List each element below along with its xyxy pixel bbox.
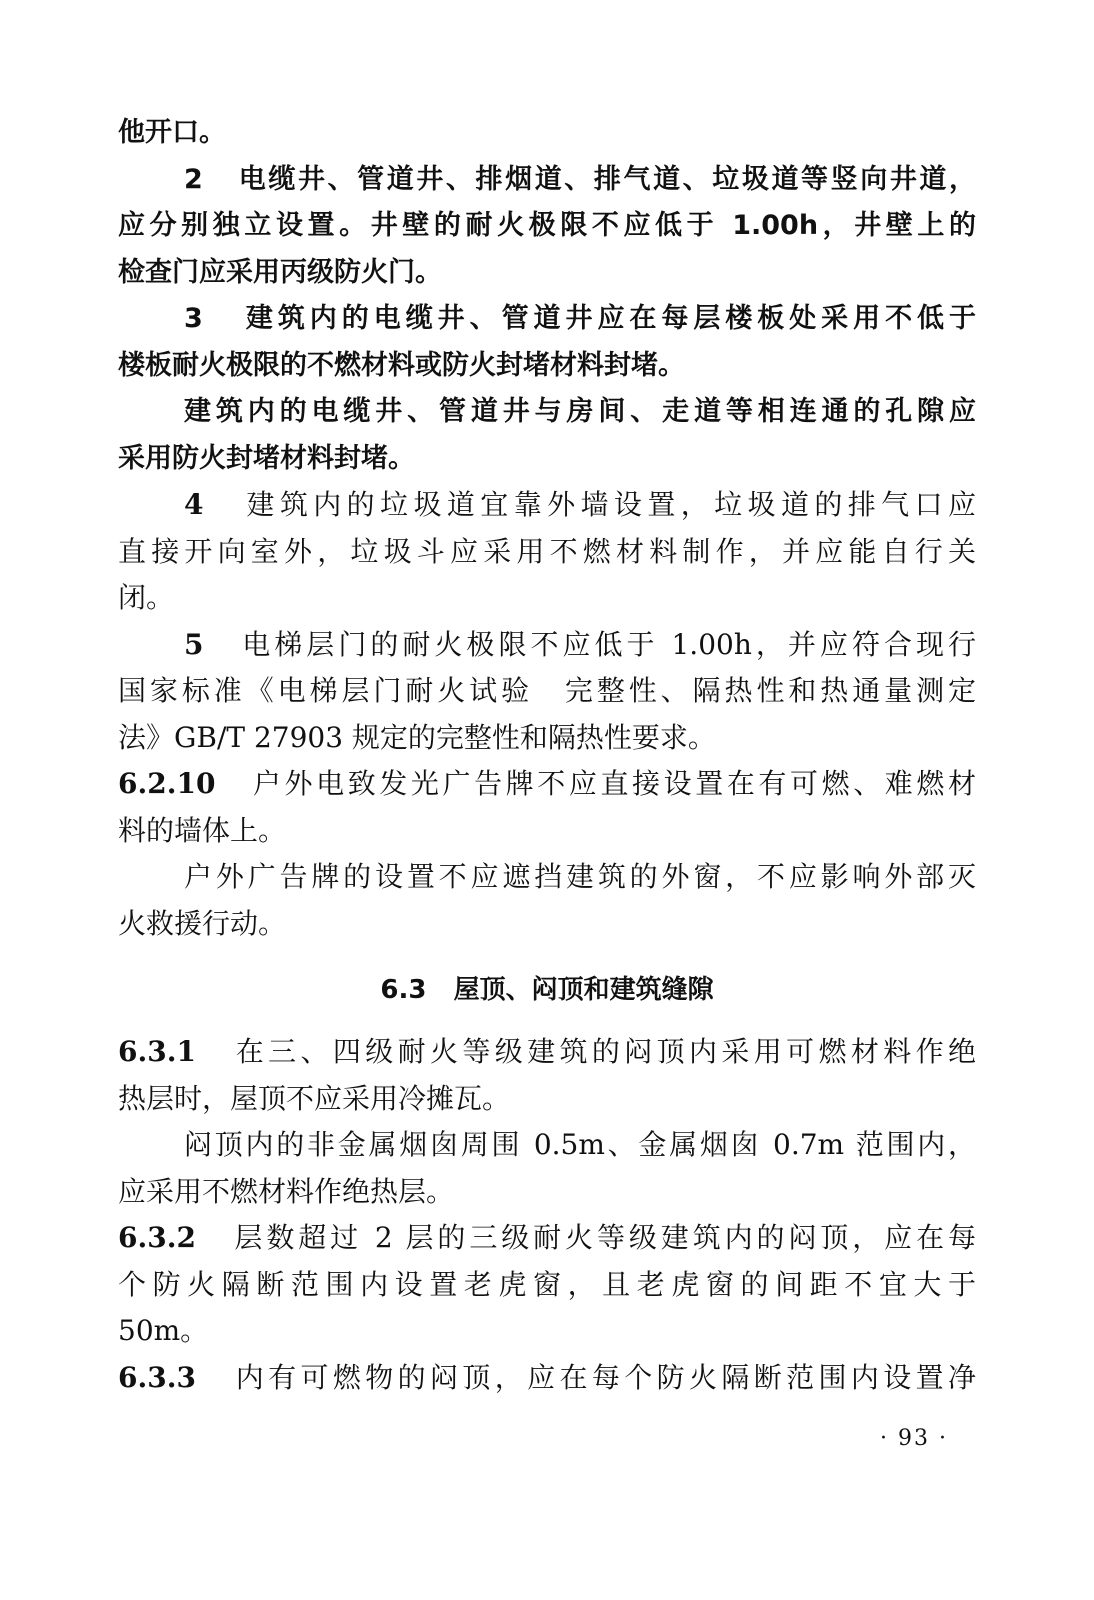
clause-number: 6.2.10 — [118, 767, 216, 800]
text-line: 建筑内的电缆井、管道井与房间、走道等相连通的孔隙应 — [184, 396, 976, 427]
text-line: 火救援行动。 — [118, 906, 287, 940]
text-line: 法》GB/T 27903 规定的完整性和隔热性要求。 — [118, 720, 716, 754]
clause-6-2-10 — [118, 761, 976, 854]
section-title: 屋顶、闷顶和建筑缝隙 — [453, 975, 714, 1005]
text-line: 料的墙体上。 — [118, 813, 287, 847]
text-line: 直接开向室外，垃圾斗应采用不燃材料制作，并应能自行关 — [118, 534, 976, 568]
clause-text: 内有可燃物的闷顶，应在每个防火隔断范围内设置净 — [235, 1360, 976, 1394]
clause-number: 6.3.1 — [118, 1035, 196, 1068]
item-text: 建筑内的垃圾道宜靠外墙设置，垃圾道的排气口应 — [246, 488, 976, 521]
item-number: 2 — [184, 163, 203, 195]
text-line — [118, 761, 976, 808]
document-body — [118, 110, 976, 1401]
text-line — [118, 1355, 976, 1402]
text-line — [118, 1029, 976, 1076]
item-number: 4 — [184, 488, 204, 521]
text-line: 应采用不燃材料作绝热层。 — [118, 1174, 455, 1208]
text-line: 应分别独立设置。井壁的耐火极限不应低于 1.00h，井壁上的 — [118, 210, 976, 241]
clause-text: 在三、四级耐火等级建筑的闷顶内采用可燃材料作绝 — [235, 1035, 976, 1068]
text-line: 楼板耐火极限的不燃材料或防火封堵材料封堵。 — [118, 349, 685, 381]
paragraph — [118, 389, 976, 482]
clause-6-3-3 — [118, 1355, 976, 1402]
clause-6-3-1 — [118, 1029, 976, 1122]
text-line: 户外广告牌的设置不应遮挡建筑的外窗，不应影响外部灭 — [184, 860, 976, 893]
paragraph-continuation — [118, 110, 976, 157]
item-number: 5 — [184, 627, 204, 661]
clause-text: 层数超过 2 层的三级耐火等级建筑内的闷顶，应在每 — [234, 1221, 977, 1254]
text-line: 闭。 — [118, 581, 175, 614]
list-item-5 — [118, 622, 976, 762]
text-line — [118, 157, 976, 204]
text-line — [118, 482, 976, 529]
text-line: 热层时，屋顶不应采用冷摊瓦。 — [118, 1081, 511, 1115]
text-line: 检查门应采用丙级防火门。 — [118, 256, 442, 288]
item-number: 3 — [184, 303, 203, 334]
item-text: 建筑内的电缆井、管道井应在每层楼板处采用不低于 — [245, 303, 977, 334]
text-line: 采用防火封堵材料封堵。 — [118, 442, 415, 474]
item-text: 电缆井、管道井、排烟道、排气道、垃圾道等竖向井道， — [238, 163, 977, 195]
clause-text: 户外电致发光广告牌不应直接设置在有可燃、难燃材 — [252, 767, 976, 800]
text-line: 闷顶内的非金属烟囱周围 0.5m、金属烟囱 0.7m 范围内， — [184, 1128, 976, 1161]
paragraph — [118, 854, 976, 947]
section-heading — [118, 957, 976, 1023]
list-item-4 — [118, 482, 976, 622]
section-number: 6.3 — [380, 975, 427, 1005]
text-line: 个防火隔断范围内设置老虎窗，且老虎窗的间距不宜大于 — [118, 1267, 976, 1301]
clause-6-3-2 — [118, 1215, 976, 1355]
text-line: 他开口。 — [118, 117, 226, 148]
list-item-3 — [118, 296, 976, 389]
clause-number: 6.3.2 — [118, 1221, 196, 1254]
clause-number: 6.3.3 — [118, 1360, 196, 1394]
text-line — [118, 1215, 976, 1262]
page-number: · 93 · — [880, 1426, 948, 1451]
paragraph — [118, 1122, 976, 1215]
text-line: 国家标准《电梯层门耐火试验 完整性、隔热性和热通量测定 — [118, 674, 976, 707]
text-line: 50m。 — [118, 1314, 209, 1347]
list-item-2 — [118, 157, 976, 297]
text-line — [118, 622, 976, 669]
text-line — [118, 296, 976, 343]
item-text: 电梯层门的耐火极限不应低于 1.00h，并应符合现行 — [242, 627, 977, 661]
